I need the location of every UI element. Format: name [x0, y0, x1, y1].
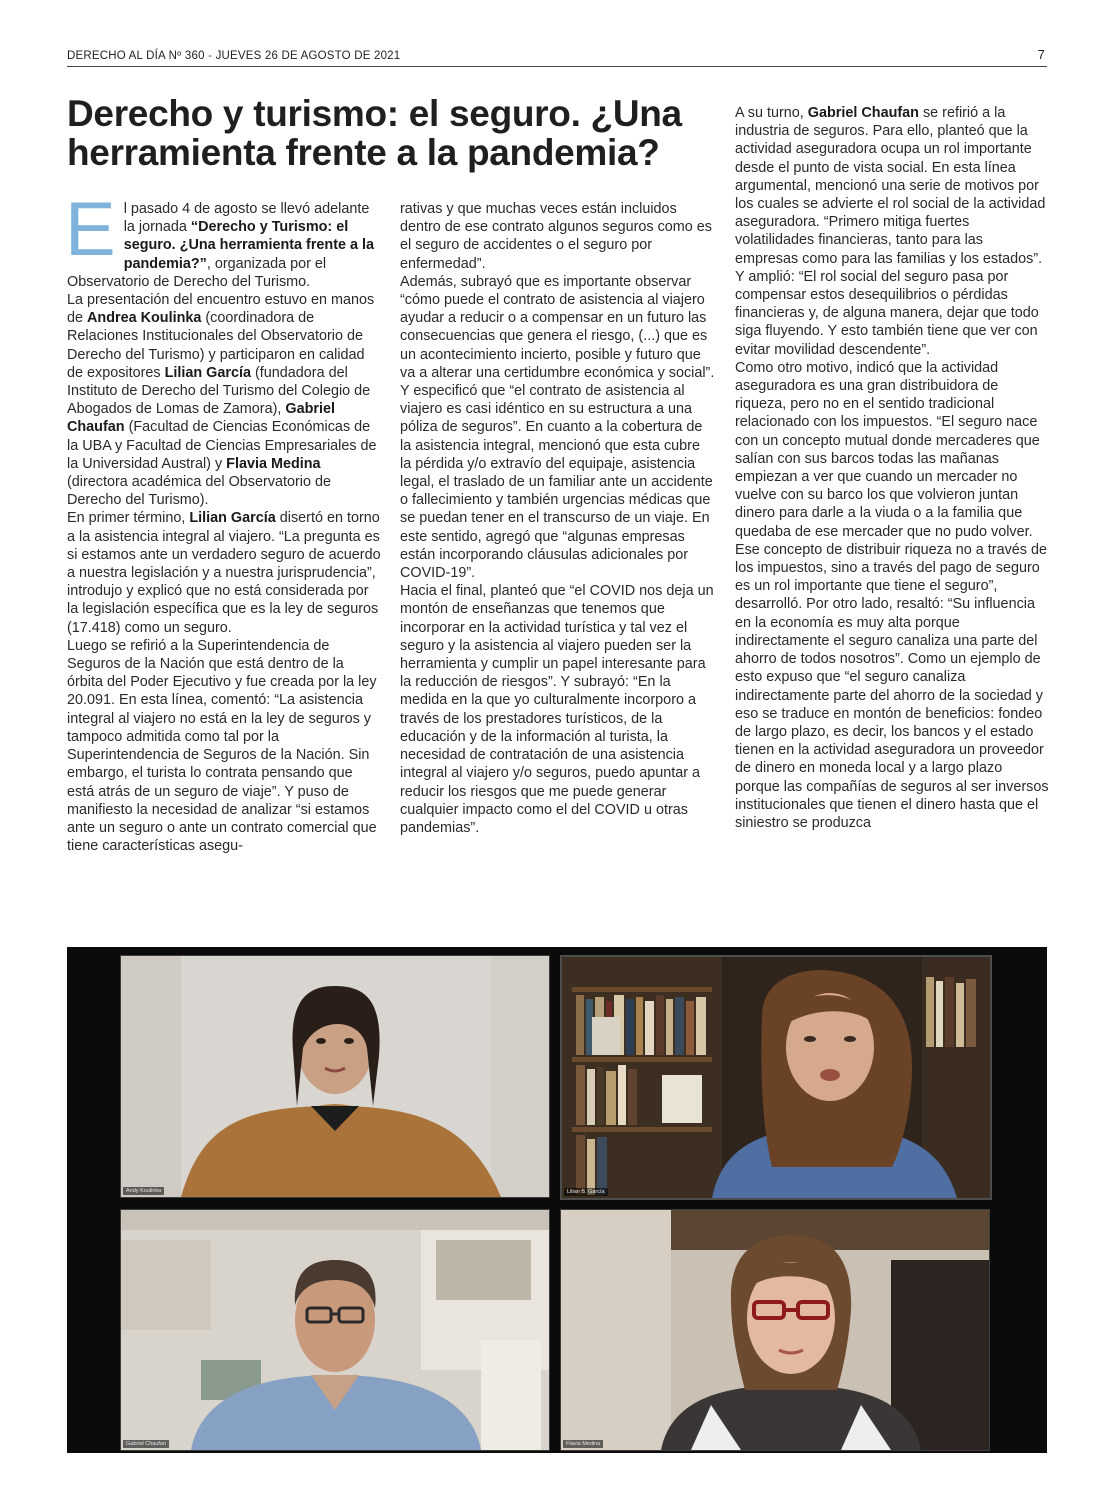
- article-paragraph: Luego se refirió a la Superintendencia de Seguros de la Nación que está dentro de la órbita del Poder Ejecutivo y fue creada por la ley 20.091. En esta línea, comentó: “La asistencia integral al viajero no está en la ley de seguros y tampoco admitida como tal por la Superintendencia de Seguros de la Nación. Sin embargo, el turista lo contrata pensando que está atrás de un seguro de viaje”. Y puso de manifiesto la necesidad de analizar “si estamos ante un seguro o ante un contrato comercial que tiene características asegu-: [67, 637, 377, 855]
- participant-name-tag: Flavia Medina: [563, 1440, 603, 1448]
- article-paragraph: Como otro motivo, indicó que la actividad aseguradora es una gran distribuidora de riqueza, pero no en el sentido tradicional relacionado con los impuestos. “El seguro nace con un concepto mutual donde mercaderes que salían con sus barcos todas las mañanas empiezan a ver que cuando un mercader no vuelve con su barco los que volvieron juntan dinero para darle a la viuda o a la familia que quedaba de ese mercader que no pudo volver. Ese concepto de distribuir riqueza no a través de los impuestos, sino a través del pago de seguro es un rol importante que tiene el seguro”, desarrolló. Por otro lado, resaltó: “Su influencia en la economía es muy alta porque indirectamente el seguro canaliza una parte del ahorro de todos nosotros”. Como un ejemplo de esto expuso que “el seguro canaliza indirectamente parte del ahorro de la sociedad y eso se traduce en montón de beneficios: fondeo de largo plazo, es decir, los bancos y el estado tienen en la actividad aseguradora un proveedor de dinero en moneda local y a largo plazo porque las compañías de seguros al ser inversos institucionales que tienen el dinero hasta que el siniestro se produzca: [735, 359, 1049, 831]
- participant-name-tag: Gabriel Chaufan: [123, 1440, 169, 1448]
- header-publication-line: [67, 50, 400, 62]
- publication-name: DERECHO AL DÍA Nº 360: [67, 50, 205, 62]
- participant-photo: [121, 1210, 549, 1450]
- article-column-2: [400, 200, 715, 837]
- article-paragraph: En primer término, Lilian García disertó en torno a la asistencia integral al viajero. “La pregunta es si estamos ante un verdadero seguro de acuerdo a nuestra legislación y a nuestra jurisprudencia”, introdujo y explicó que no está considerada por la legislación específica que es la ley de seguros (17.418) como un seguro.: [67, 510, 381, 636]
- header-separator: -: [208, 50, 213, 62]
- article-paragraph: l pasado 4 de agosto se llevó adelante la jornada “Derecho y Turismo: el seguro. ¿Una herramienta frente a la pandemia?”, organizada por el Observatorio de Derecho del Turismo.: [67, 201, 375, 290]
- article-column-1: [65, 187, 382, 855]
- article-paragraph: A su turno, Gabriel Chaufan se refirió a la industria de seguros. Para ello, planteó que la actividad aseguradora ocupa un rol importante desde el punto de vista social. En esta línea argumental, mencionó una serie de motivos por los cuales se advierte el rol social de la actividad aseguradora. “Primero mitiga fuertes volatilidades financieras, tanto para las empresas como para las familias y los estados”. Y amplió: “El rol social del seguro pasa por compensar estos desequilibrios o pérdidas financieras y, de alguna manera, dejar que todo siga fluyendo. Y esto también tiene que ver con evitar movilidad descendente”.: [735, 105, 1046, 358]
- page-header: [67, 46, 1047, 67]
- article-paragraph: Además, subrayó que es importante observar “cómo puede el contrato de asistencia al viajero ayudar a reducir o a compensar en un futuro las consecuencias que genera el riesgo, (...) que es un acontecimiento incierto, posible y futuro que va a alterar una certidumbre económica y social”. Y especificó que “el contrato de asistencia al viajero es casi idéntico en su estructura a una póliza de seguros”. En cuanto a la cobertura de la asistencia integral, mencionó que esta cubre la pérdida y/o extravío del equipaje, asistencia legal, el traslado de un familiar ante un accidente o fallecimiento y también urgencias médicas que se puedan tener en el transcurso de un viaje. En este sentido, agregó que “algunas empresas están incorporando cláusulas adicionales por COVID-19”.: [400, 273, 715, 582]
- article-paragraph: La presentación del encuentro estuvo en manos de Andrea Koulinka (coordinadora de Relaciones Institucionales del Observatorio de Derecho del Turismo) y participaron en calidad de expositores Lilian García (fundadora del Instituto de Derecho del Turismo del Colegio de Abogados de Lomas de Zamora), Gabriel Chaufan (Facultad de Ciencias Económicas de la UBA y Facultad de Ciencias Empresariales de la Universidad Austral) y Flavia Medina (directora académica del Observatorio de Derecho del Turismo).: [67, 292, 377, 509]
- article-paragraph: rativas y que muchas veces están incluidos dentro de ese contrato algunos seguros como es el seguro de accidentes o el seguro por enfermedad”.: [400, 201, 712, 272]
- participant-photo: [561, 1210, 989, 1450]
- article-title: Derecho y turismo: el seguro. ¿Una herramienta frente a la pandemia?: [67, 93, 682, 173]
- drop-cap: E: [65, 187, 116, 272]
- participant-photo: [121, 956, 549, 1197]
- video-tile-lilian-garcia: [560, 955, 992, 1200]
- page-number: 7: [1037, 47, 1045, 62]
- issue-date: JUEVES 26 DE AGOSTO DE 2021: [215, 50, 401, 62]
- video-call-screenshot: [67, 947, 1047, 1453]
- participant-name-tag: Lilian B. García: [564, 1188, 608, 1196]
- participant-name-tag: Andy Koulinka: [123, 1187, 164, 1195]
- participant-photo: [562, 957, 990, 1198]
- article-paragraph: Hacia el final, planteó que “el COVID nos deja un montón de enseñanzas que tenemos que incorporar en la actividad turística y tal vez el seguro y la asistencia al viajero pueden ser la herramienta y cumplir un papel interesante para la reducción de riesgos”. Y subrayó: “En la medida en la que yo culturalmente incorporo a través de los prestadores turísticos, de la educación y de la información al turista, la necesidad de contratación de una asistencia integral al viajero y/o seguros, puedo apuntar a reducir los riesgos que me puede generar cualquier impacto como el del COVID u otras pandemias”.: [400, 583, 714, 836]
- video-tile-flavia-medina: [560, 1209, 990, 1451]
- article-column-3: [735, 104, 1050, 832]
- video-tile-andy-koulinka: [120, 955, 550, 1198]
- video-tile-gabriel-chaufan: [120, 1209, 550, 1451]
